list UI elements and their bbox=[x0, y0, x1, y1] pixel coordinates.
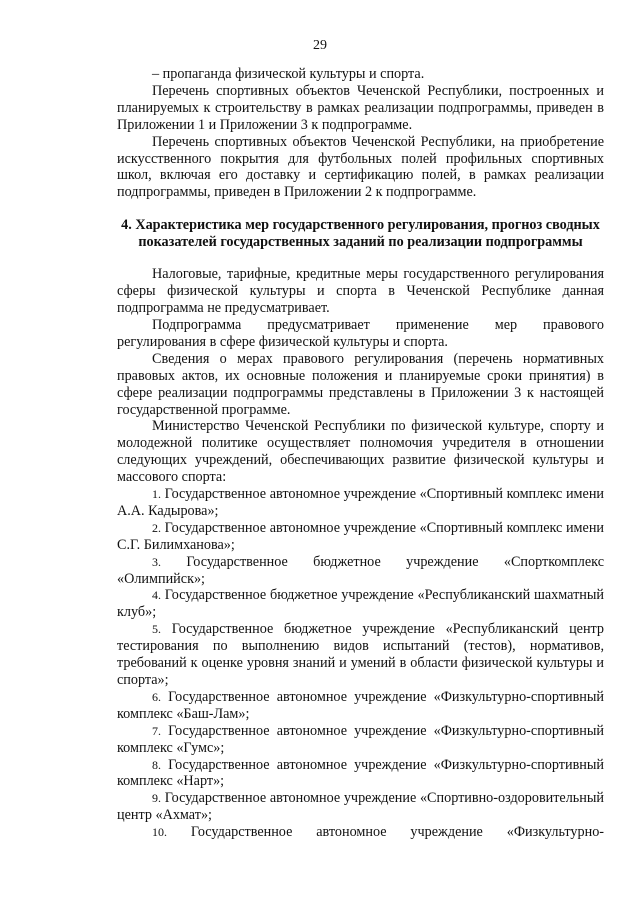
list-item bbox=[117, 790, 604, 824]
list-item bbox=[117, 621, 604, 689]
list-item-number: 9. bbox=[152, 791, 161, 806]
list-item bbox=[117, 757, 604, 791]
list-item bbox=[117, 689, 604, 723]
list-item bbox=[117, 520, 604, 554]
list-item-number: 8. bbox=[152, 757, 161, 772]
intro-paragraph: Перечень спортивных объектов Чеченской Республики, построенных и планируемых к строительству в рамках реализации подпрограммы, приведен в Приложении 1 и Приложении 3 к подпрограмме. bbox=[117, 82, 604, 133]
list-item-text: Государственное бюджетное учреждение «Спорткомплекс «Олимпийск»; bbox=[117, 553, 604, 587]
list-item bbox=[117, 486, 604, 520]
body-paragraph: Налоговые, тарифные, кредитные меры государственного регулирования сферы физической культуры и спорта в Чеченской Республике данная подпрограмма не предусматривает. bbox=[117, 266, 604, 317]
page-number: 29 bbox=[313, 38, 327, 53]
intro-paragraph: – пропаганда физической культуры и спорта. bbox=[152, 66, 425, 82]
list-item-text: Государственное автономное учреждение «Спортивно-оздоровительный центр «Ахмат»; bbox=[117, 790, 604, 824]
spacer bbox=[117, 201, 604, 217]
intro-paragraph: Перечень спортивных объектов Чеченской Республики, на приобретение искусственного покрытия для футбольных полей профильных спортивных школ, включая его доставку и сертификацию полей, в рамках реализации подпрограммы, приведен в Приложении 2 к подпрограмме. bbox=[117, 133, 604, 201]
list-item-text: Государственное автономное учреждение «Физкультурно- bbox=[190, 824, 605, 841]
list-item bbox=[117, 723, 604, 757]
section-heading: 4. Характеристика мер государственного регулирования, прогноз сводных показателей государственных заданий по реализации подпрограммы bbox=[121, 217, 600, 250]
list-item-number: 6. bbox=[152, 689, 161, 704]
list-item bbox=[117, 824, 604, 841]
list-item-text: Государственное автономное учреждение «Физкультурно-спортивный комплекс «Нарт»; bbox=[117, 756, 604, 790]
list-item-number: 3. bbox=[152, 554, 161, 569]
list-item-number: 1. bbox=[152, 487, 161, 502]
body-paragraph: Министерство Чеченской Республики по физической культуре, спорту и молодежной политике осуществляет полномочия учредителя в отношении следующих учреждений, обеспечивающих развитие физической культуры и массового спорта: bbox=[117, 418, 604, 486]
list-item-text: Государственное бюджетное учреждение «Республиканский центр тестирования по выполнению видов испытаний (тестов), нормативов, требований к оценке уровня знаний и умений в области физической культуры и спорта»; bbox=[117, 621, 605, 688]
list-item-number: 10. bbox=[152, 825, 167, 840]
list-item-number: 7. bbox=[152, 723, 161, 738]
list-item-text: Государственное автономное учреждение «Физкультурно-спортивный комплекс «Гумс»; bbox=[117, 722, 604, 756]
list-item-number: 5. bbox=[152, 622, 161, 637]
spacer bbox=[117, 250, 604, 266]
list-item bbox=[117, 587, 604, 621]
list-item bbox=[117, 554, 604, 588]
list-item-number: 4. bbox=[152, 588, 161, 603]
list-item-text: Государственное бюджетное учреждение «Республиканский шахматный клуб»; bbox=[117, 587, 604, 621]
list-item-text: Государственное автономное учреждение «Физкультурно-спортивный комплекс «Баш-Лам»; bbox=[117, 688, 604, 722]
list-item-text: Государственное автономное учреждение «Спортивный комплекс имени С.Г. Билимханова»; bbox=[117, 519, 605, 553]
list-item-number: 2. bbox=[152, 520, 161, 535]
body-paragraph: Сведения о мерах правового регулирования (перечень нормативных правовых актов, их основные положения и планируемые сроки принятия) в сфере реализации подпрограммы представлены в Приложении 3 к настоящей государственной программе. bbox=[117, 350, 604, 418]
body-paragraph: Подпрограмма предусматривает применение мер правового регулирования в сфере физической культуры и спорта. bbox=[117, 316, 604, 350]
list-item-text: Государственное автономное учреждение «Спортивный комплекс имени А.А. Кадырова»; bbox=[117, 486, 605, 519]
page-body bbox=[117, 66, 604, 841]
